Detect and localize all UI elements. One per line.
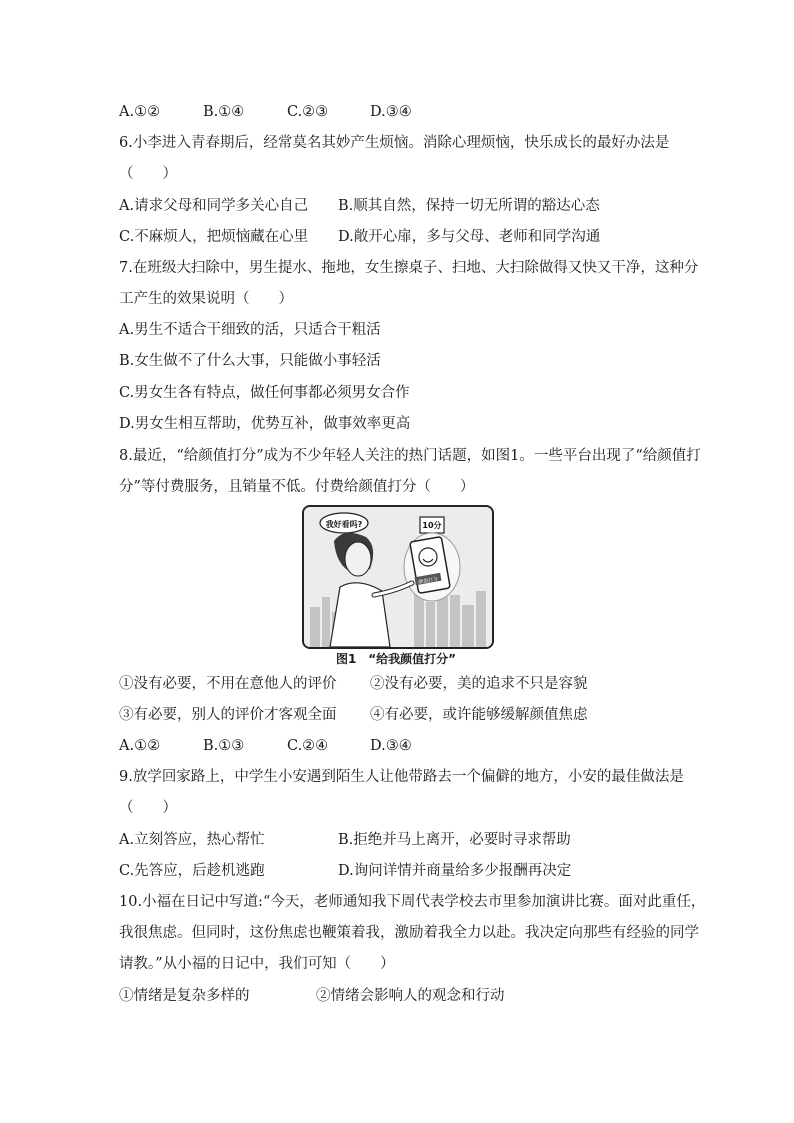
q8-figure-caption: 图1 “给我颜值打分” (335, 652, 457, 666)
q7-stem-line-1: 7.在班级大扫除中，男生提水、拖地，女生擦桌子、扫地、大扫除做得又快又干净，这种分 (119, 260, 699, 276)
q6-option-c: C.不麻烦人，把烦恼藏在心里 (119, 229, 309, 245)
q5-option-c: C.②③ (287, 104, 329, 120)
q8-statement-2: ②没有必要，美的追求不只是容貌 (370, 676, 588, 692)
q8-stem-line-1: 8.最近，“给颜值打分”成为不少年轻人关注的热门话题，如图1。一些平台出现了“给颜值打 (119, 448, 701, 464)
cartoon-illustration (304, 507, 492, 647)
q9-stem: 9.放学回家路上，中学生小安遇到陌生人让他带路去一个偏僻的地方，小安的最佳做法是 (119, 769, 684, 785)
q9-option-b: B.拒绝并马上离开，必要时寻求帮助 (338, 832, 571, 848)
q10-stem-line-2: 我很焦虑。但同时，这份焦虑也鞭策着我，激励着我全力以赴。我决定向那些有经验的同学 (119, 925, 699, 941)
q7-stem-line-2: 工产生的效果说明（ ） (119, 291, 293, 307)
q6-option-a: A.请求父母和同学多关心自己 (119, 198, 309, 214)
phone-screen-text: 颜值打分 (417, 576, 439, 586)
q8-option-d: D.③④ (370, 738, 412, 754)
q5-option-a: A.①② (119, 104, 161, 120)
q8-figure-cartoon (302, 505, 494, 649)
score-text: 10分 (422, 521, 442, 530)
q7-option-b: B.女生做不了什么大事，只能做小事轻活 (119, 353, 381, 369)
q7-option-c: C.男女生各有特点，做任何事都必须男女合作 (119, 385, 410, 401)
bubble-text: 我好看吗? (325, 520, 363, 529)
q8-statement-4: ④有必要，或许能够缓解颜值焦虑 (370, 707, 588, 723)
q8-option-c: C.②④ (287, 738, 329, 754)
q7-option-d: D.男女生相互帮助，优势互补，做事效率更高 (119, 416, 411, 432)
q10-stem-line-1: 10.小福在日记中写道:“今天，老师通知我下周代表学校去市里参加演讲比赛。面对此重任， (119, 894, 706, 910)
q5-option-b: B.①④ (203, 104, 245, 120)
q6-stem: 6.小李进入青春期后，经常莫名其妙产生烦恼。消除心理烦恼，快乐成长的最好办法是 (119, 135, 670, 151)
q9-answer-blank: （ ） (119, 800, 177, 816)
q8-statement-3: ③有必要，别人的评价才客观全面 (119, 707, 337, 723)
q6-option-b: B.顺其自然，保持一切无所谓的豁达心态 (338, 198, 600, 214)
q6-answer-blank: （ ） (119, 166, 177, 182)
q8-stem-line-2: 分”等付费服务，且销量不低。付费给颜值打分（ ） (119, 479, 475, 495)
q8-option-a: A.①② (119, 738, 161, 754)
q9-option-a: A.立刻答应，热心帮忙 (119, 832, 265, 848)
q8-option-b: B.①③ (203, 738, 245, 754)
q10-statement-2: ②情绪会影响人的观念和行动 (316, 988, 505, 1004)
q9-option-d: D.询问详情并商量给多少报酬再决定 (338, 863, 572, 879)
q8-statement-1: ①没有必要，不用在意他人的评价 (119, 676, 337, 692)
q7-option-a: A.男生不适合干细致的活，只适合干粗活 (119, 322, 381, 338)
q5-option-d: D.③④ (370, 104, 412, 120)
q6-option-d: D.敞开心扉，多与父母、老师和同学沟通 (338, 229, 601, 245)
q10-statement-1: ①情绪是复杂多样的 (119, 988, 250, 1004)
q10-stem-line-3: 请教。”从小福的日记中，我们可知（ ） (119, 956, 395, 972)
q9-option-c: C.先答应，后趁机逃跑 (119, 863, 265, 879)
